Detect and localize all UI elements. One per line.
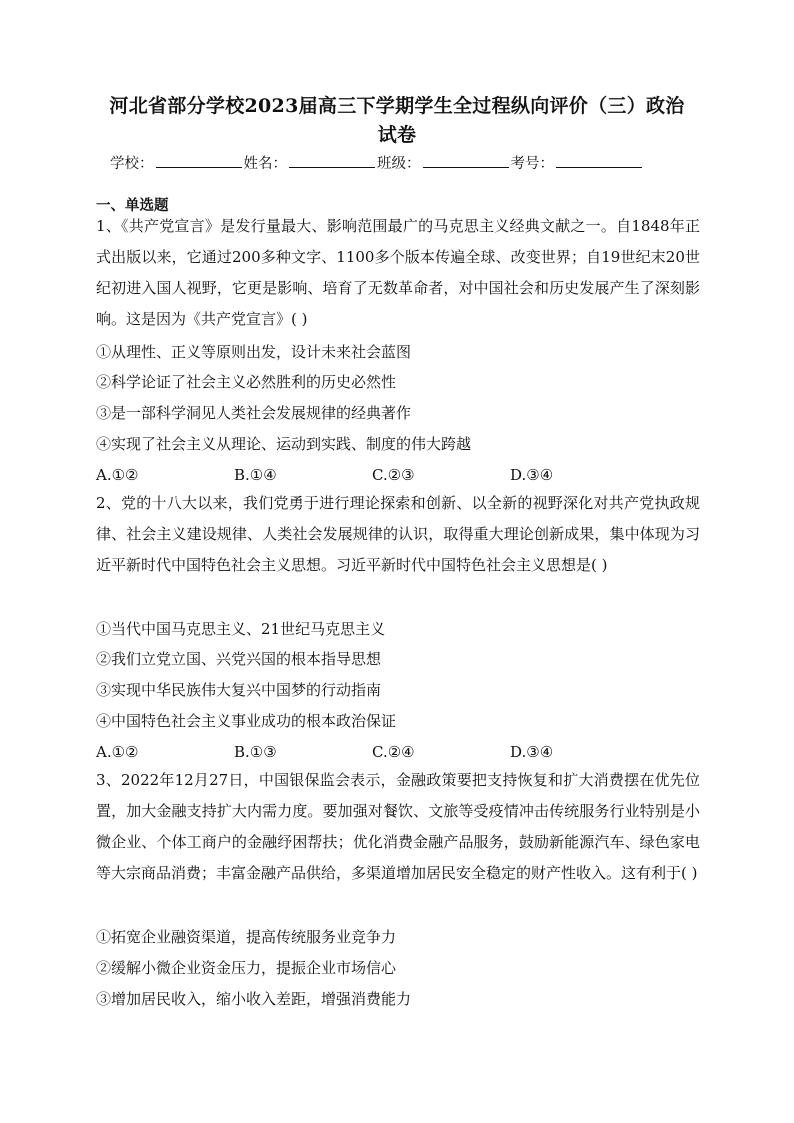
- student-info-row: [110, 152, 690, 173]
- question-2-stem: 2、党的十八大以来，我们党勇于进行理论探索和创新、以全新的视野深化对共产党执政规律、社会主义建设规律、人类社会发展规律的认识，取得重大理论创新成果，集中体现为习近平新时代中国特色社会主义思想。习近平新时代中国特色社会主义思想是( ): [96, 494, 700, 574]
- choice-b[interactable]: B.①③: [234, 743, 277, 761]
- question-3-stem: 3、2022年12月27日，中国银保监会表示，金融政策要把支持恢复和扩大消费摆在优先位置，加大金融支持扩大内需力度。要加强对餐饮、文旅等受疫情冲击传统服务行业特别是小微企业、个体工商户的金融纾困帮扶；优化消费金融产品服务，鼓励新能源汽车、绿色家电等大宗商品消费；丰富金融产品供给，多渠道增加居民安全稳定的财产性收入。这有利于( ): [96, 771, 700, 882]
- question-3-option: ②缓解小微企业资金压力，提振企业市场信心: [96, 959, 397, 977]
- exam-title: [60, 92, 734, 150]
- title-line-2: 试卷: [377, 124, 417, 146]
- choice-c[interactable]: C.②④: [372, 743, 415, 761]
- choice-c[interactable]: C.②③: [372, 466, 415, 484]
- question-2-option: ①当代中国马克思主义、21世纪马克思主义: [96, 620, 386, 638]
- question-2-option: ④中国特色社会主义事业成功的根本政治保证: [96, 712, 397, 730]
- name-blank[interactable]: [289, 153, 375, 168]
- question-1-option: ②科学论证了社会主义必然胜利的历史必然性: [96, 373, 397, 391]
- question-3-option: ③增加居民收入，缩小收入差距，增强消费能力: [96, 990, 412, 1008]
- section-heading: 一、单选题: [96, 197, 169, 214]
- question-3-option: ①拓宽企业融资渠道，提高传统服务业竞争力: [96, 928, 397, 946]
- school-field: [110, 152, 244, 173]
- question-2-option: ③实现中华民族伟大复兴中国梦的行动指南: [96, 681, 382, 699]
- choice-d[interactable]: D.③④: [510, 466, 554, 484]
- exam-no-blank[interactable]: [556, 153, 642, 168]
- title-line-1: 河北省部分学校2023届高三下学期学生全过程纵向评价（三）政治: [109, 95, 685, 117]
- school-blank[interactable]: [156, 153, 242, 168]
- question-1-option: ③是一部科学洞见人类社会发展规律的经典著作: [96, 404, 412, 422]
- choice-b[interactable]: B.①④: [234, 466, 277, 484]
- exam-no-label: 考号：: [510, 156, 554, 172]
- choice-a[interactable]: A.①②: [96, 466, 139, 484]
- name-label: 姓名：: [243, 156, 287, 172]
- question-1-option: ①从理性、正义等原则出发，设计未来社会蓝图: [96, 343, 412, 361]
- class-blank[interactable]: [423, 153, 509, 168]
- question-1-option: ④实现了社会主义从理论、运动到实践、制度的伟大跨越: [96, 435, 472, 453]
- question-1-stem: 1、《共产党宣言》是发行量最大、影响范围最广的马克思主义经典文献之一。自1848年正式出版以来，它通过200多种文字、1100多个版本传遍全球、改变世界；自19世纪末20世纪初进入国人视野，它更是影响、培育了无数革命者，对中国社会和历史发展产生了深刻影响。这是因为《共产党宣言》( ): [96, 217, 700, 328]
- name-field: [244, 152, 378, 173]
- class-field: [377, 152, 511, 173]
- exam-no-field: [511, 152, 645, 173]
- school-label: 学校：: [110, 156, 154, 172]
- choice-d[interactable]: D.③④: [510, 743, 554, 761]
- choice-a[interactable]: A.①②: [96, 743, 139, 761]
- question-2-option: ②我们立党立国、兴党兴国的根本指导思想: [96, 650, 382, 668]
- class-label: 班级：: [377, 156, 421, 172]
